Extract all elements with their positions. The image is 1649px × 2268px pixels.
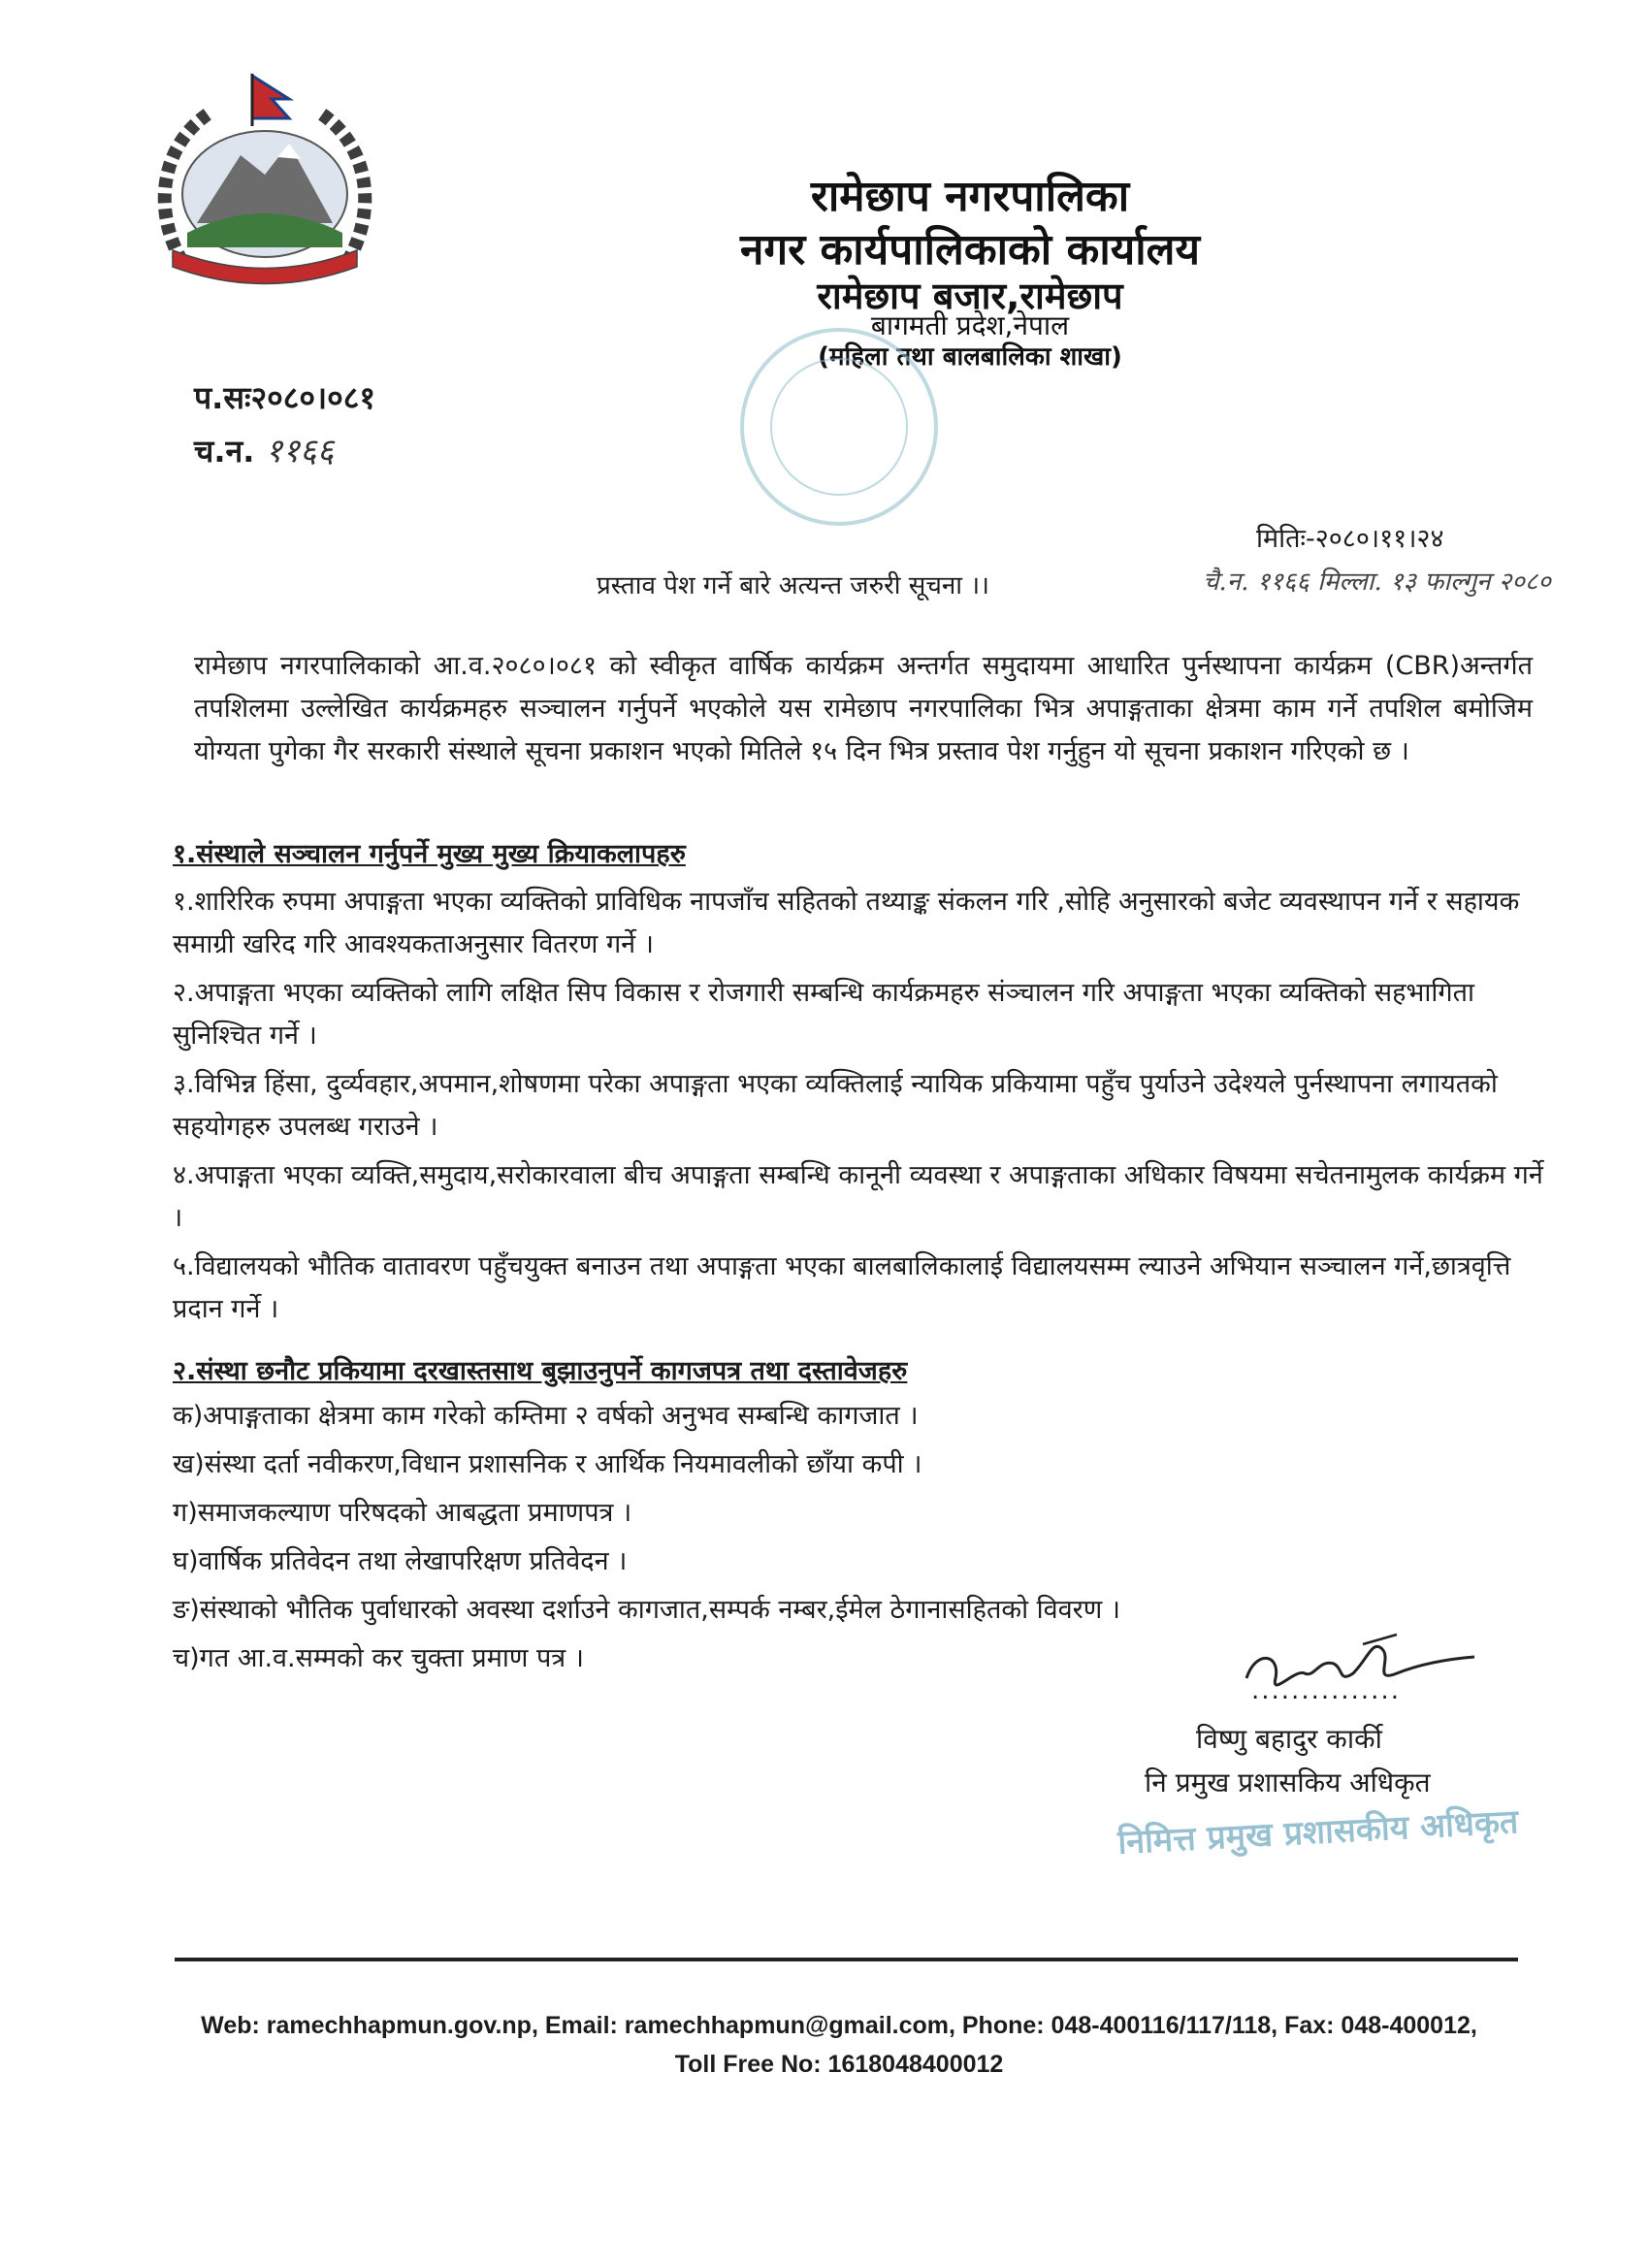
dispatch-label: च.न. [194,433,255,470]
activity-item: ३.विभिन्न हिंसा, दुर्व्यवहार,अपमान,शोषणमा परेका अपाङ्गता भएका व्यक्तिलाई न्यायिक प्रकियामा पहुँच पुर्याउने उदेश्यले पुर्नस्थापना लगायतको सहयोगहरु उपलब्ध गराउने । [173,1069,1498,1142]
document-item: ग)समाजकल्याण परिषदको आबद्धता प्रमाणपत्र । [173,1498,632,1528]
document-item: ख)संस्था दर्ता नवीकरण,विधान प्रशासनिक र आर्थिक नियमावलीको छाँया कपी । [173,1449,922,1479]
signature-dots: ............... [1251,1676,1401,1705]
office-name: नगर कार्यपालिकाको कार्यालय [740,225,1200,275]
activity-item: २.अपाङ्गता भएका व्यक्तिको लागि लक्षित सिप विकास र रोजगारी सम्बन्धि कार्यक्रमहरु संञ्चालन गरि अपाङ्गता भएका व्यक्तिको सहभागिता सुनिश्चित गर्ने । [173,978,1474,1051]
activity-item: ५.विद्यालयको भौतिक वातावरण पहुँचयुक्त बनाउन तथा अपाङ्गता भएका बालबालिकालाई विद्यालयसम्म ल्याउने अभियान सञ्चालन गर्ने,छात्रवृत्ति प्रदान गर्ने । [173,1251,1511,1324]
document-item: च)गत आ.व.सम्मको कर चुक्ता प्रमाण पत्र । [173,1643,585,1673]
footer-divider [175,1958,1518,1961]
date-label: मितिः- [1256,524,1315,554]
activity-list [173,881,1550,1337]
reference-number [194,376,375,418]
section2-heading: २.संस्था छनौट प्रकियामा दरखास्तसाथ बुझाउनुपर्ने कागजपत्र तथा दस्तावेजहरु [173,1356,908,1386]
ref-label: प.सः [194,379,251,416]
activity-item: ४.अपाङ्गता भएका व्यक्ति,समुदाय,सरोकारवाला बीच अपाङ्गता सम्बन्धि कानूनी व्यवस्था र अपाङ्गताका अधिकार विषयमा सचेतनामुलक कार्यक्रम गर्ने । [173,1160,1543,1233]
handwritten-note: चै.न. ११६६ मिल्ला. १३ फाल्गुन २०८० [1203,567,1551,597]
section1-heading: १.संस्थाले सञ्चालन गर्नुपर्ने मुख्य मुख्य क्रियाकलापहरु [173,839,686,869]
dispatch-number [194,427,334,471]
section-name: (महिला तथा बालबालिका शाखा) [818,342,1122,372]
office-stamp-icon [713,315,965,538]
document-item: क)अपाङ्गताका क्षेत्रमा काम गरेको कम्तिमा २ वर्षको अनुभव सम्बन्धि कागजात । [173,1401,919,1431]
document-item: घ)वार्षिक प्रतिवेदन तथा लेखापरिक्षण प्रतिवेदन । [173,1546,628,1576]
province: बागमती प्रदेश,नेपाल [870,309,1070,341]
footer-contact: Web: ramechhapmun.gov.np, Email: ramechhapmun@gmail.com, Phone: 048-400116/117/118, Fax: 048-400012, Toll Free No: 1618048400012 [201,2012,1477,2078]
dispatch-value: ११६६ [265,432,335,470]
designation-stamp: निमित्त प्रमुख प्रशासकीय अधिकृत [1116,1802,1520,1863]
date [1256,519,1444,555]
document-item: ङ)संस्थाको भौतिक पुर्वाधारको अवस्था दर्शाउने कागजात,सम्पर्क नम्बर,ईमेल ठेगानासहितको विवरण । [173,1595,1121,1625]
signer-title: नि प्रमुख प्रशासकिय अधिकृत [1145,1766,1431,1798]
ref-value: २०८०।०८१ [250,379,376,416]
org-name: रामेछाप नगरपालिका [810,172,1130,221]
subject-line: प्रस्ताव पेश गर्ने बारे अत्यन्त जरुरी सूचना ।। [597,571,989,600]
activity-item: १.शारिरिक रुपमा अपाङ्गता भएका व्यक्तिको प्राविधिक नापजाँच सहितको तथ्याङ्क संकलन गरि ,सोहि अनुसारको बजेट व्यवस्थापन गर्ने र सहायक समाग्री खरिद गरि आवश्यकताअनुसार वितरण गर्ने । [173,887,1520,959]
signer-name: विष्णु बहादुर कार्की [1196,1723,1382,1755]
org-address: रामेछाप बजार,रामेछाप [817,275,1123,317]
date-value: २०८०।११।२४ [1314,524,1444,554]
intro-paragraph: रामेछाप नगरपालिकाको आ.व.२०८०।०८१ को स्वीकृत वार्षिक कार्यक्रम अन्तर्गत समुदायमा आधारित पुर्नस्थापना कार्यक्रम (CBR)अन्तर्गत तपशिलमा उल्लेखित कार्यक्रमहरु सञ्चालन गर्नुपर्ने भएकोले यस रामेछाप नगरपालिका भित्र अपाङ्गताका क्षेत्रमा काम गर्ने तपशिल बमोजिम योग्यता पुगेका गैर सरकारी संस्थाले सूचना प्रकाशन भएको मितिले १५ दिन भित्र प्रस्ताव पेश गर्नुहुन यो सूचना प्रकाशन गरिएको छ । [194,651,1533,766]
